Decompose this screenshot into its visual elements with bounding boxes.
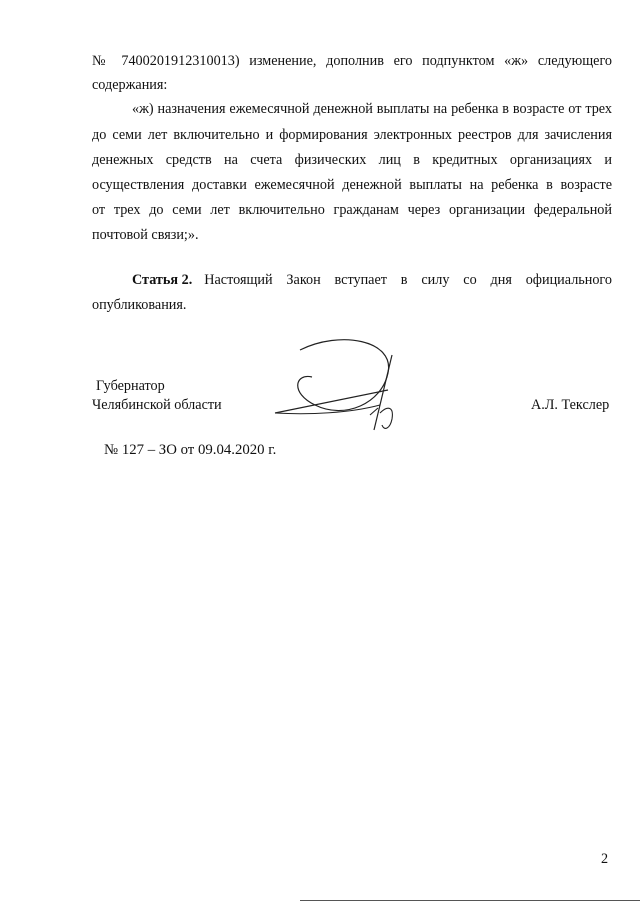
article-line-1: Настоящий Закон вступает в силу со дня официального (204, 272, 612, 288)
body-line-8: почтовой связи;». (92, 227, 199, 243)
governor-name: А.Л. Текслер (531, 397, 610, 413)
article-label: Статья 2. (132, 272, 193, 288)
governor-title: Губернатор (96, 378, 165, 394)
body-line-6: осуществления доставки ежемесячной денежной выплаты на ребенка в возрасте (92, 177, 612, 193)
body-line-3: «ж) назначения ежемесячной денежной выплаты на ребенка в возрасте от трех (132, 101, 612, 117)
bottom-rule (300, 900, 640, 901)
body-line-4: до семи лет включительно и формирования электронных реестров для зачисления (92, 127, 612, 143)
body-line-5: денежных средств на счета физических лиц в кредитных организациях и (92, 152, 612, 168)
page-number: 2 (601, 851, 609, 867)
body-line-1: № 7400201912310013) изменение, дополнив его подпунктом «ж» следующего (92, 53, 612, 69)
governor-region: Челябинской области (92, 397, 222, 413)
article-line-2: опубликования. (92, 297, 187, 313)
article-heading (132, 271, 612, 289)
handwritten-signature (270, 335, 410, 435)
body-line-7: от трех до семи лет включительно гражданам через организации федеральной (92, 202, 612, 218)
body-line-2: содержания: (92, 77, 168, 93)
law-number: № 127 – ЗО от 09.04.2020 г. (104, 442, 277, 458)
